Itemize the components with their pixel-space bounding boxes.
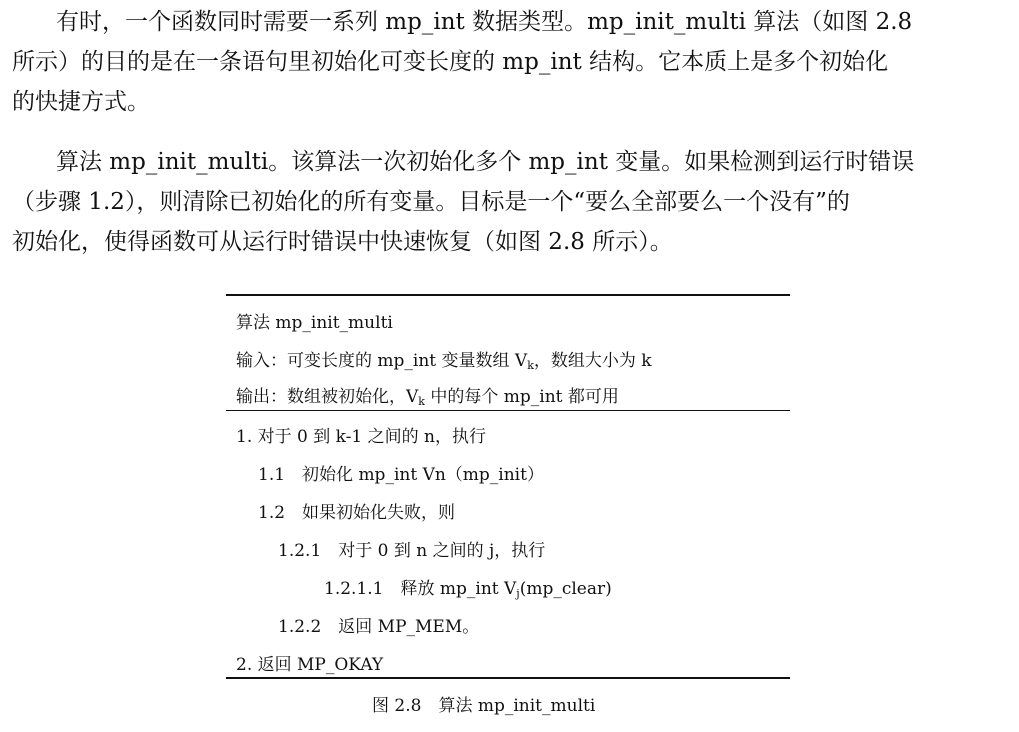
step-1-2-1-1 bbox=[324, 574, 612, 600]
header-rule bbox=[226, 410, 790, 411]
input-subscript: k bbox=[527, 359, 534, 372]
input-text: 输入：可变长度的 mp_int 变量数组 V bbox=[236, 351, 528, 371]
step-text: 1.2.1.1 释放 mp_int V bbox=[324, 579, 517, 599]
paragraph-algorithm-description bbox=[12, 142, 1007, 262]
output-text-suffix: 中的每个 mp_int 都可用 bbox=[424, 387, 619, 407]
algorithm-input bbox=[236, 346, 652, 372]
paragraph-line: （步骤 1.2），则清除已初始化的所有变量。目标是一个“要么全部要么一个没有”的 bbox=[12, 189, 850, 215]
step-1-2-2: 1.2.2 返回 MP_MEM。 bbox=[278, 617, 480, 637]
output-text: 输出：数组被初始化，V bbox=[236, 387, 419, 407]
paragraph-line: 的快捷方式。 bbox=[12, 89, 150, 115]
algorithm-output bbox=[236, 382, 619, 408]
step-2: 2. 返回 MP_OKAY bbox=[236, 655, 384, 675]
paragraph-intro bbox=[12, 2, 1007, 122]
paragraph-line: 算法 mp_init_multi。该算法一次初始化多个 mp_int 变量。如果检测到运行时错误 bbox=[56, 149, 915, 175]
output-subscript: k bbox=[418, 395, 425, 408]
paragraph-line: 有时，一个函数同时需要一系列 mp_int 数据类型。mp_init_multi 算法（如图 2.8 bbox=[56, 9, 913, 35]
step-1: 1. 对于 0 到 k-1 之间的 n，执行 bbox=[236, 427, 486, 447]
bottom-rule bbox=[226, 677, 790, 679]
algorithm-name: 算法 mp_init_multi bbox=[236, 313, 393, 333]
figure-caption: 图 2.8 算法 mp_init_multi bbox=[372, 696, 596, 716]
paragraph-line: 所示）的目的是在一条语句里初始化可变长度的 mp_int 结构。它本质上是多个初始化 bbox=[12, 49, 889, 75]
step-text-suffix: (mp_clear) bbox=[519, 579, 612, 599]
step-1-2: 1.2 如果初始化失败，则 bbox=[258, 503, 456, 523]
step-1-2-1: 1.2.1 对于 0 到 n 之间的 j，执行 bbox=[278, 541, 546, 561]
top-rule bbox=[226, 294, 790, 296]
input-text-suffix: ，数组大小为 k bbox=[533, 351, 652, 371]
step-1-1: 1.1 初始化 mp_int Vn（mp_init） bbox=[258, 465, 544, 485]
paragraph-line: 初始化，使得函数可从运行时错误中快速恢复（如图 2.8 所示）。 bbox=[12, 229, 673, 255]
step-subscript: j bbox=[516, 587, 520, 600]
